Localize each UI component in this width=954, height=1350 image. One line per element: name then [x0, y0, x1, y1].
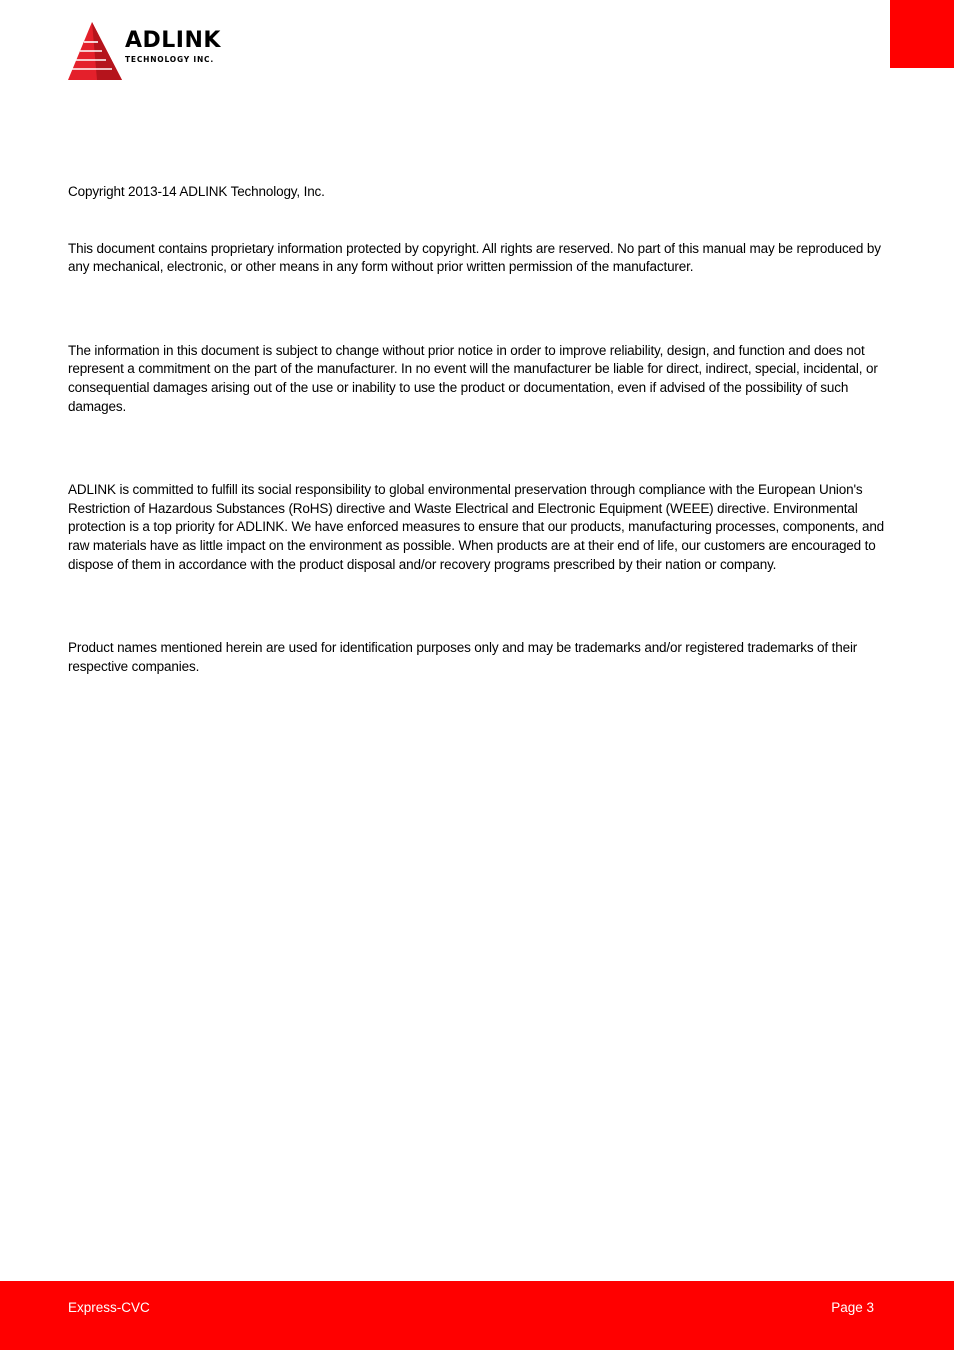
- copyright-notice: Copyright 2013-14 ADLINK Technology, Inc.: [68, 184, 325, 199]
- logo-subtitle: TECHNOLOGY INC.: [125, 55, 215, 64]
- trademarks-paragraph: Product names mentioned herein are used for identification purposes only and may be trademarks and/or registered trademarks of their respective companies.: [68, 640, 858, 674]
- environmental-paragraph: ADLINK is committed to fulfill its social responsibility to global environmental preservation through compliance with the European Union's Restriction of Hazardous Substances (RoHS) directive and Waste Electrical and Electronic Equipment (WEEE) directive. Environmental protection is a top priority for ADLINK. We have enforced measures to ensure that our products, manufacturing processes, components, and raw materials have as little impact on the environment as possible. When products are at their end of life, our customers are encouraged to dispose of them in accordance with the product disposal and/or recovery programs prescribed by their nation or company.: [68, 482, 885, 572]
- corner-tab: [890, 0, 954, 68]
- page-footer: [0, 1281, 954, 1350]
- document-body: [68, 183, 888, 676]
- footer-product-name: Express-CVC: [68, 1300, 150, 1315]
- adlink-logo: [66, 20, 256, 82]
- disclaimer-paragraph: The information in this document is subject to change without prior notice in order to improve reliability, design, and function and does not represent a commitment on the part of the manufacturer. In no event will the manufacturer be liable for direct, indirect, special, incidental, or consequential damages arising out of the use or inability to use the product or documentation, even if advised of the possibility of such damages.: [68, 342, 878, 414]
- footer-page-number: Page 3: [831, 1300, 874, 1315]
- rights-paragraph: This document contains proprietary information protected by copyright. All rights are reserved. No part of this manual may be reproduced by any mechanical, electronic, or other means in any form without prior written permission of the manufacturer.: [68, 240, 881, 275]
- logo-wordmark: ADLINK: [125, 28, 221, 53]
- adlink-logo-icon: [66, 20, 126, 82]
